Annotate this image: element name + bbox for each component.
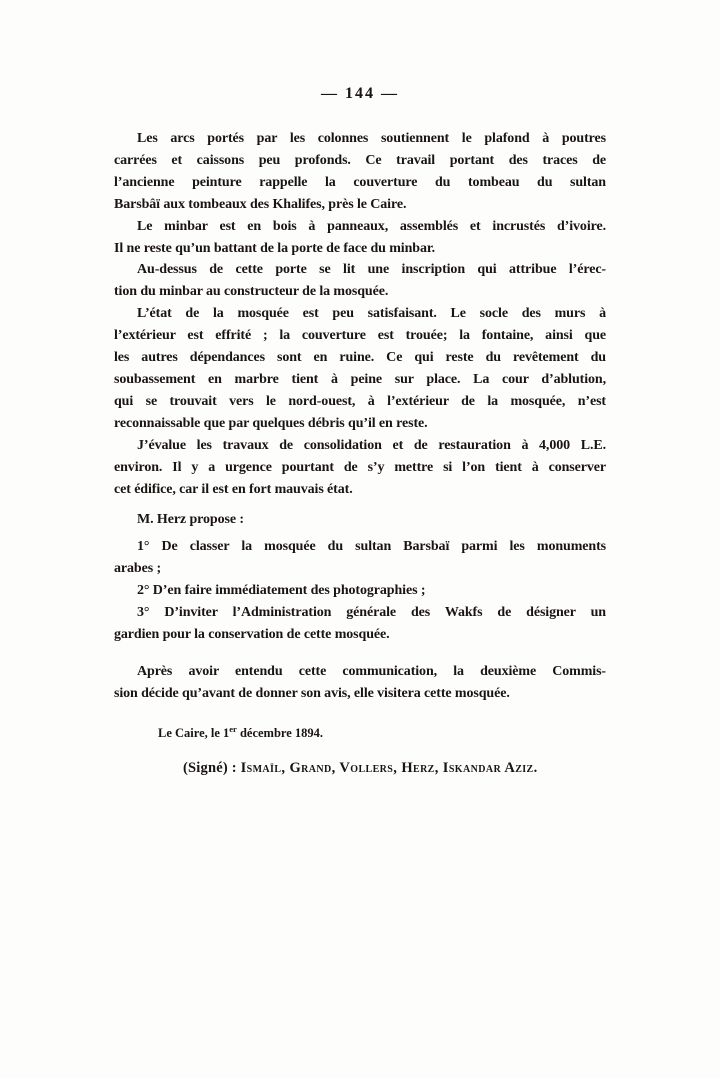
text-line: J’évalue les travaux de consolidation et de restauration à 4,000 L.E. — [137, 437, 606, 453]
paragraph-minbar — [114, 216, 606, 260]
paragraph-evaluation — [114, 435, 606, 501]
text-line: carrées et caissons peu profonds. Ce travail portant des traces de — [114, 152, 606, 168]
text-line: M. Herz propose : — [137, 512, 244, 528]
text-line: tion du minbar au constructeur de la mosquée. — [114, 284, 389, 300]
paragraph-etat — [114, 303, 606, 434]
text-line: l’ancienne peinture rappelle la couverture du tombeau du sultan — [114, 174, 606, 190]
text-line: l’extérieur est effrité ; la couverture est trouée; la fontaine, ainsi que — [114, 328, 606, 344]
signature-line — [183, 759, 606, 777]
text-line: gardien pour la conservation de cette mosquée. — [114, 626, 390, 642]
text-line: arabes ; — [114, 561, 162, 577]
text-line: Après avoir entendu cette communication, la deuxième Commis- — [137, 663, 606, 679]
date-line — [158, 725, 606, 741]
text-line: 1° De classer la mosquée du sultan Barsbaï parmi les monuments — [137, 539, 606, 555]
text-line: Au-dessus de cette porte se lit une inscription qui attribue l’érec- — [137, 262, 606, 278]
text-block — [114, 128, 606, 777]
text-line: environ. Il y a urgence pourtant de s’y mettre si l’on tient à conserver — [114, 459, 606, 475]
text-line: cet édifice, car il est en fort mauvais état. — [114, 481, 353, 497]
text-line: Les arcs portés par les colonnes soutiennent le plafond à poutres — [137, 131, 606, 146]
paragraph-herz-propose — [114, 509, 606, 531]
text-line: sion décide qu’avant de donner son avis, elle visitera cette mosquée. — [114, 685, 510, 701]
text-line: 2° D’en faire immédiatement des photographies ; — [137, 583, 426, 599]
list-item-1 — [114, 536, 606, 580]
paragraph-arcs — [114, 128, 606, 216]
text-line: soubassement en marbre tient à peine sur place. La cour d’ablution, — [114, 371, 606, 387]
signature-label: (Signé) : — [183, 759, 241, 776]
date-text: décembre 1894. — [236, 725, 324, 740]
signature-names: Ismaïl, Grand, Vollers, Herz, Iskandar Aziz. — [240, 759, 538, 776]
date-text: Le Caire, le 1 — [158, 725, 230, 740]
text-line: L’état de la mosquée est peu satisfaisant. Le socle des murs à — [137, 306, 606, 322]
date-ordinal-superscript: er — [229, 723, 237, 734]
text-line: Il ne reste qu’un battant de la porte de face du minbar. — [114, 240, 436, 256]
text-line: Le minbar est en bois à panneaux, assemblés et incrustés d’ivoire. — [137, 218, 606, 234]
list-item-2 — [114, 580, 606, 602]
page-number-header: — 144 — — [321, 85, 399, 102]
proposal-list — [114, 536, 606, 646]
text-line: les autres dépendances sont en ruine. Ce qui reste du revêtement du — [114, 350, 606, 366]
text-line: reconnaissable que par quelques débris qu’il en reste. — [114, 415, 428, 431]
paragraph-inscription — [114, 259, 606, 303]
text-line: Barsbâï aux tombeaux des Khalifes, près le Caire. — [114, 196, 407, 212]
text-line: qui se trouvait vers le nord-ouest, à l’extérieur de la mosquée, n’est — [114, 393, 606, 409]
list-item-3 — [114, 602, 606, 646]
text-line: 3° D’inviter l’Administration générale des Wakfs de désigner un — [137, 605, 606, 621]
paragraph-commission — [114, 661, 606, 705]
